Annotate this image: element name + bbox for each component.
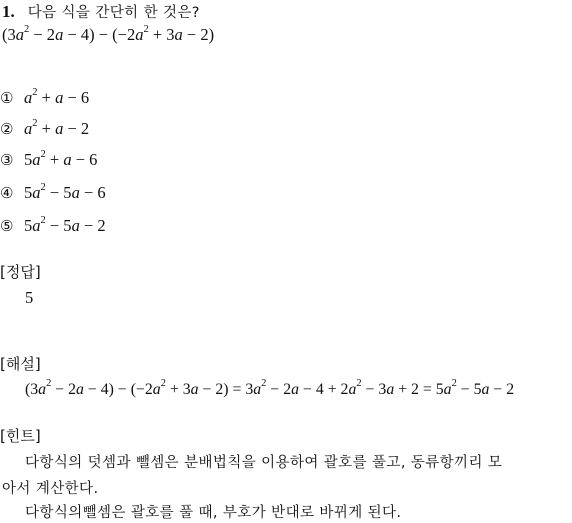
- question-expression: $(3a^2 - 2a - 4) - (-2a^2 + 3a - 2)$: [2, 23, 215, 44]
- answer-label: [정답]: [0, 263, 41, 281]
- question-number: 1.: [2, 2, 15, 21]
- choice-marker: ④: [0, 184, 14, 202]
- choice-marker: ③: [0, 151, 14, 169]
- choice-1[interactable]: [0, 88, 89, 108]
- choice-expression: $5a^2 - 5a - 6$: [24, 181, 106, 202]
- question-line: [2, 2, 200, 23]
- answer-value: 5: [25, 288, 34, 307]
- choice-4[interactable]: [0, 183, 106, 203]
- choice-marker: ①: [0, 89, 14, 107]
- choice-2[interactable]: [0, 119, 89, 139]
- choice-expression: $5a^2 - 5a - 2$: [24, 214, 106, 235]
- hint-line-2: 아서 계산한다.: [2, 481, 99, 497]
- hint-line-3: 다항식의뺄셈은 괄호를 풀 때, 부호가 반대로 바뀌게 된다.: [25, 505, 402, 521]
- hint-line-1: 다항식의 덧셈과 뺄셈은 분배법칙을 이용하여 괄호를 풀고, 동류항끼리 모: [25, 455, 503, 471]
- choice-marker: ②: [0, 120, 14, 138]
- choice-expression: $5a^2 + a - 6$: [24, 148, 98, 169]
- choice-expression: $a^2 + a - 6$: [24, 86, 90, 107]
- choice-5[interactable]: [0, 216, 106, 236]
- choice-3[interactable]: [0, 150, 97, 170]
- explanation-expression: $(3a^2 - 2a - 4) - (-2a^2 + 3a - 2) = 3a^2 - 2a - 4 + 2a^2 - 3a + 2 = 5a^2 - 5a - 2$: [25, 377, 515, 398]
- explanation-label: [해설]: [0, 355, 41, 373]
- choice-expression: $a^2 + a - 2$: [24, 117, 90, 138]
- hint-label: [힌트]: [0, 427, 41, 445]
- question-text: 다음 식을 간단히 한 것은?: [27, 5, 200, 21]
- choice-marker: ⑤: [0, 217, 14, 235]
